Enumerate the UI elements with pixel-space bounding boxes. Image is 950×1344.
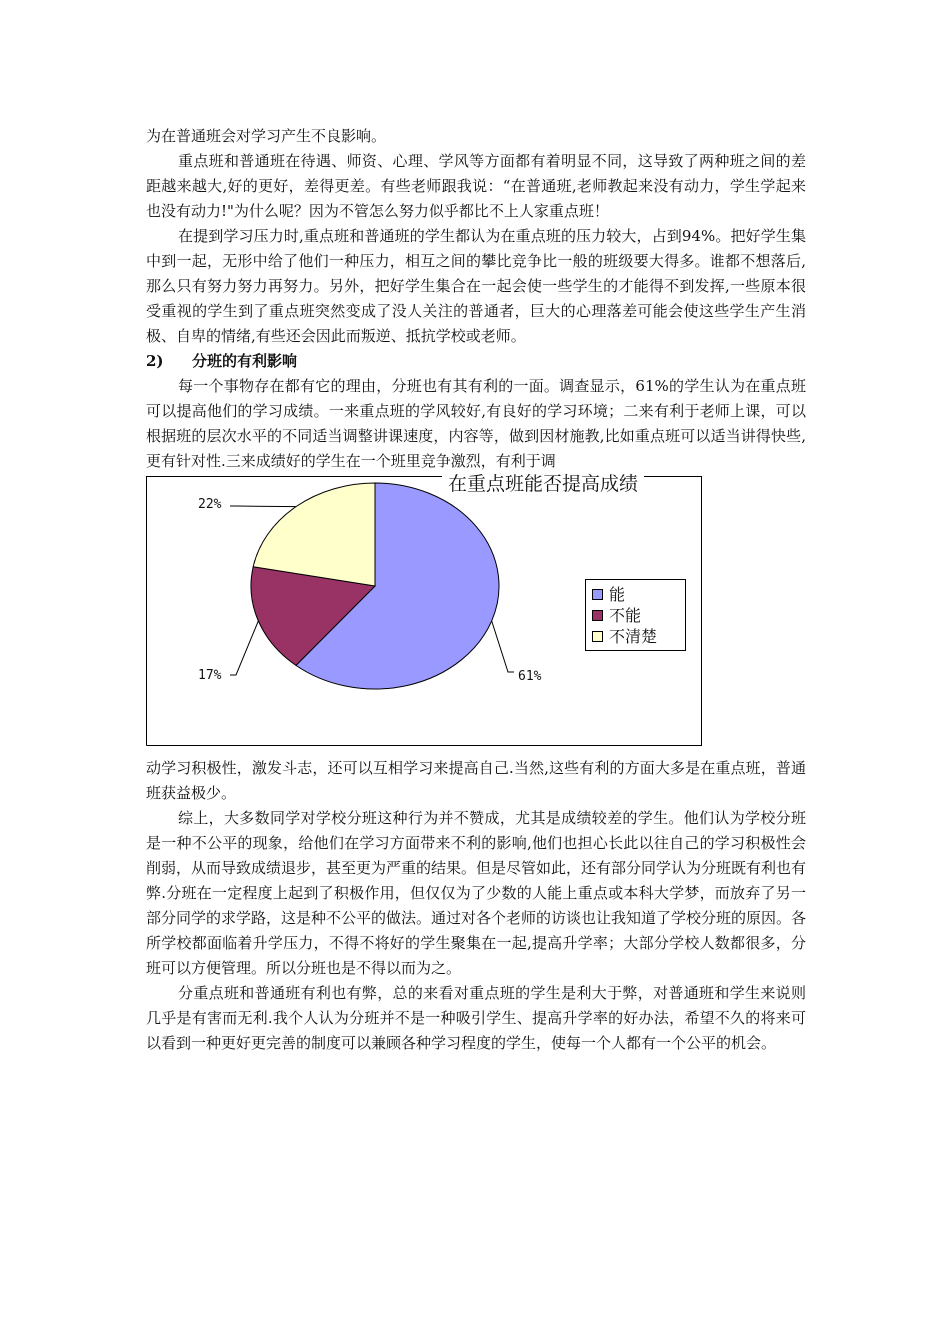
chart-legend — [585, 579, 686, 651]
document-page — [146, 124, 806, 1056]
pie-chart — [146, 473, 702, 746]
paragraph: 重点班和普通班在待遇、师资、心理、学风等方面都有着明显不同，这导致了两种班之间的差距越来越大,好的更好，差得更差。有些老师跟我说：“在普通班,老师教起来没有动力，学生学起来也没有动力!"为什么呢？因为不管怎么努力似乎都比不上人家重点班！ — [146, 152, 806, 220]
paragraph: 为在普通班会对学习产生不良影响。 — [146, 127, 387, 145]
slice-label-yes: 61% — [518, 669, 542, 684]
paragraphs-after — [146, 806, 806, 1056]
section-number: 2) — [146, 352, 164, 370]
slice-label-no: 17% — [198, 668, 222, 683]
slice-label-unsure: 22% — [198, 497, 222, 512]
chart-title: 在重点班能否提高成绩 — [442, 472, 644, 496]
legend-item-no — [592, 605, 679, 626]
leader-line — [230, 506, 296, 507]
section-heading — [146, 349, 806, 374]
legend-swatch-yes — [592, 589, 603, 600]
paragraph: 在提到学习压力时,重点班和普通班的学生都认为在重点班的压力较大，占到94%。把好学生集中到一起，无形中给了他们一种压力，相互之间的攀比竞争比一般的班级要大得多。谁都不想落后,那么只有努力努力再努力。另外，把好学生集合在一起会使一些学生的才能得不到发挥,一些原本很受重视的学生到了重点班突然变成了没人关注的普通者，巨大的心理落差可能会使这些学生产生消极、自卑的情绪,有些还会因此而叛逆、抵抗学校或老师。 — [146, 227, 806, 345]
legend-swatch-unsure — [592, 631, 603, 642]
legend-item-yes — [592, 584, 679, 605]
legend-label-unsure: 不清楚 — [609, 626, 658, 646]
legend-label-no: 不能 — [609, 605, 642, 625]
paragraph-after-chart: 动学习积极性，激发斗志，还可以互相学习来提高自己.当然,这些有利的方面大多是在重点班，普通班获益极少。 — [146, 759, 806, 802]
paragraph: 综上，大多数同学对学校分班这种行为并不赞成，尤其是成绩较差的学生。他们认为学校分班是一种不公平的现象，给他们在学习方面带来不利的影响,他们也担心长此以往自己的学习积极性会削弱，从而导致成绩退步，甚至更为严重的结果。但是尽管如此，还有部分同学认为分班既有利也有弊.分班在一定程度上起到了积极作用，但仅仅为了少数的人能上重点或本科大学梦，而放弃了另一部分同学的求学路，这是种不公平的做法。通过对各个老师的访谈也让我知道了学校分班的原因。各所学校都面临着升学压力，不得不将好的学生聚集在一起,提高升学率；大部分学校人数都很多，分班可以方便管理。所以分班也是不得以而为之。 — [146, 809, 807, 977]
legend-label-yes: 能 — [609, 584, 626, 604]
legend-item-unsure — [592, 626, 679, 647]
legend-swatch-no — [592, 610, 603, 621]
paragraph: 分重点班和普通班有利也有弊，总的来看对重点班的学生是利大于弊，对普通班和学生来说则几乎是有害而无利.我个人认为分班并不是一种吸引学生、提高升学率的好办法，希望不久的将来可以看到一种更好更完善的制度可以兼顾各种学习程度的学生，使每一个人都有一个公平的机会。 — [146, 984, 806, 1052]
leader-line — [230, 621, 258, 675]
paragraph-before-chart: 每一个事物存在都有它的理由，分班也有其有利的一面。调查显示，61%的学生认为在重点班可以提高他们的学习成绩。一来重点班的学风较好,有良好的学习环境；二来有利于老师上课，可以根据班的层次水平的不同适当调整讲课速度，内容等，做到因材施教,比如重点班可以适当讲得快些,更有针对性.三来成绩好的学生在一个班里竞争激烈，有利于调 — [146, 377, 806, 470]
leader-line — [492, 621, 514, 672]
section-title: 分班的有利影响 — [192, 352, 298, 370]
paragraphs-before — [146, 124, 806, 349]
